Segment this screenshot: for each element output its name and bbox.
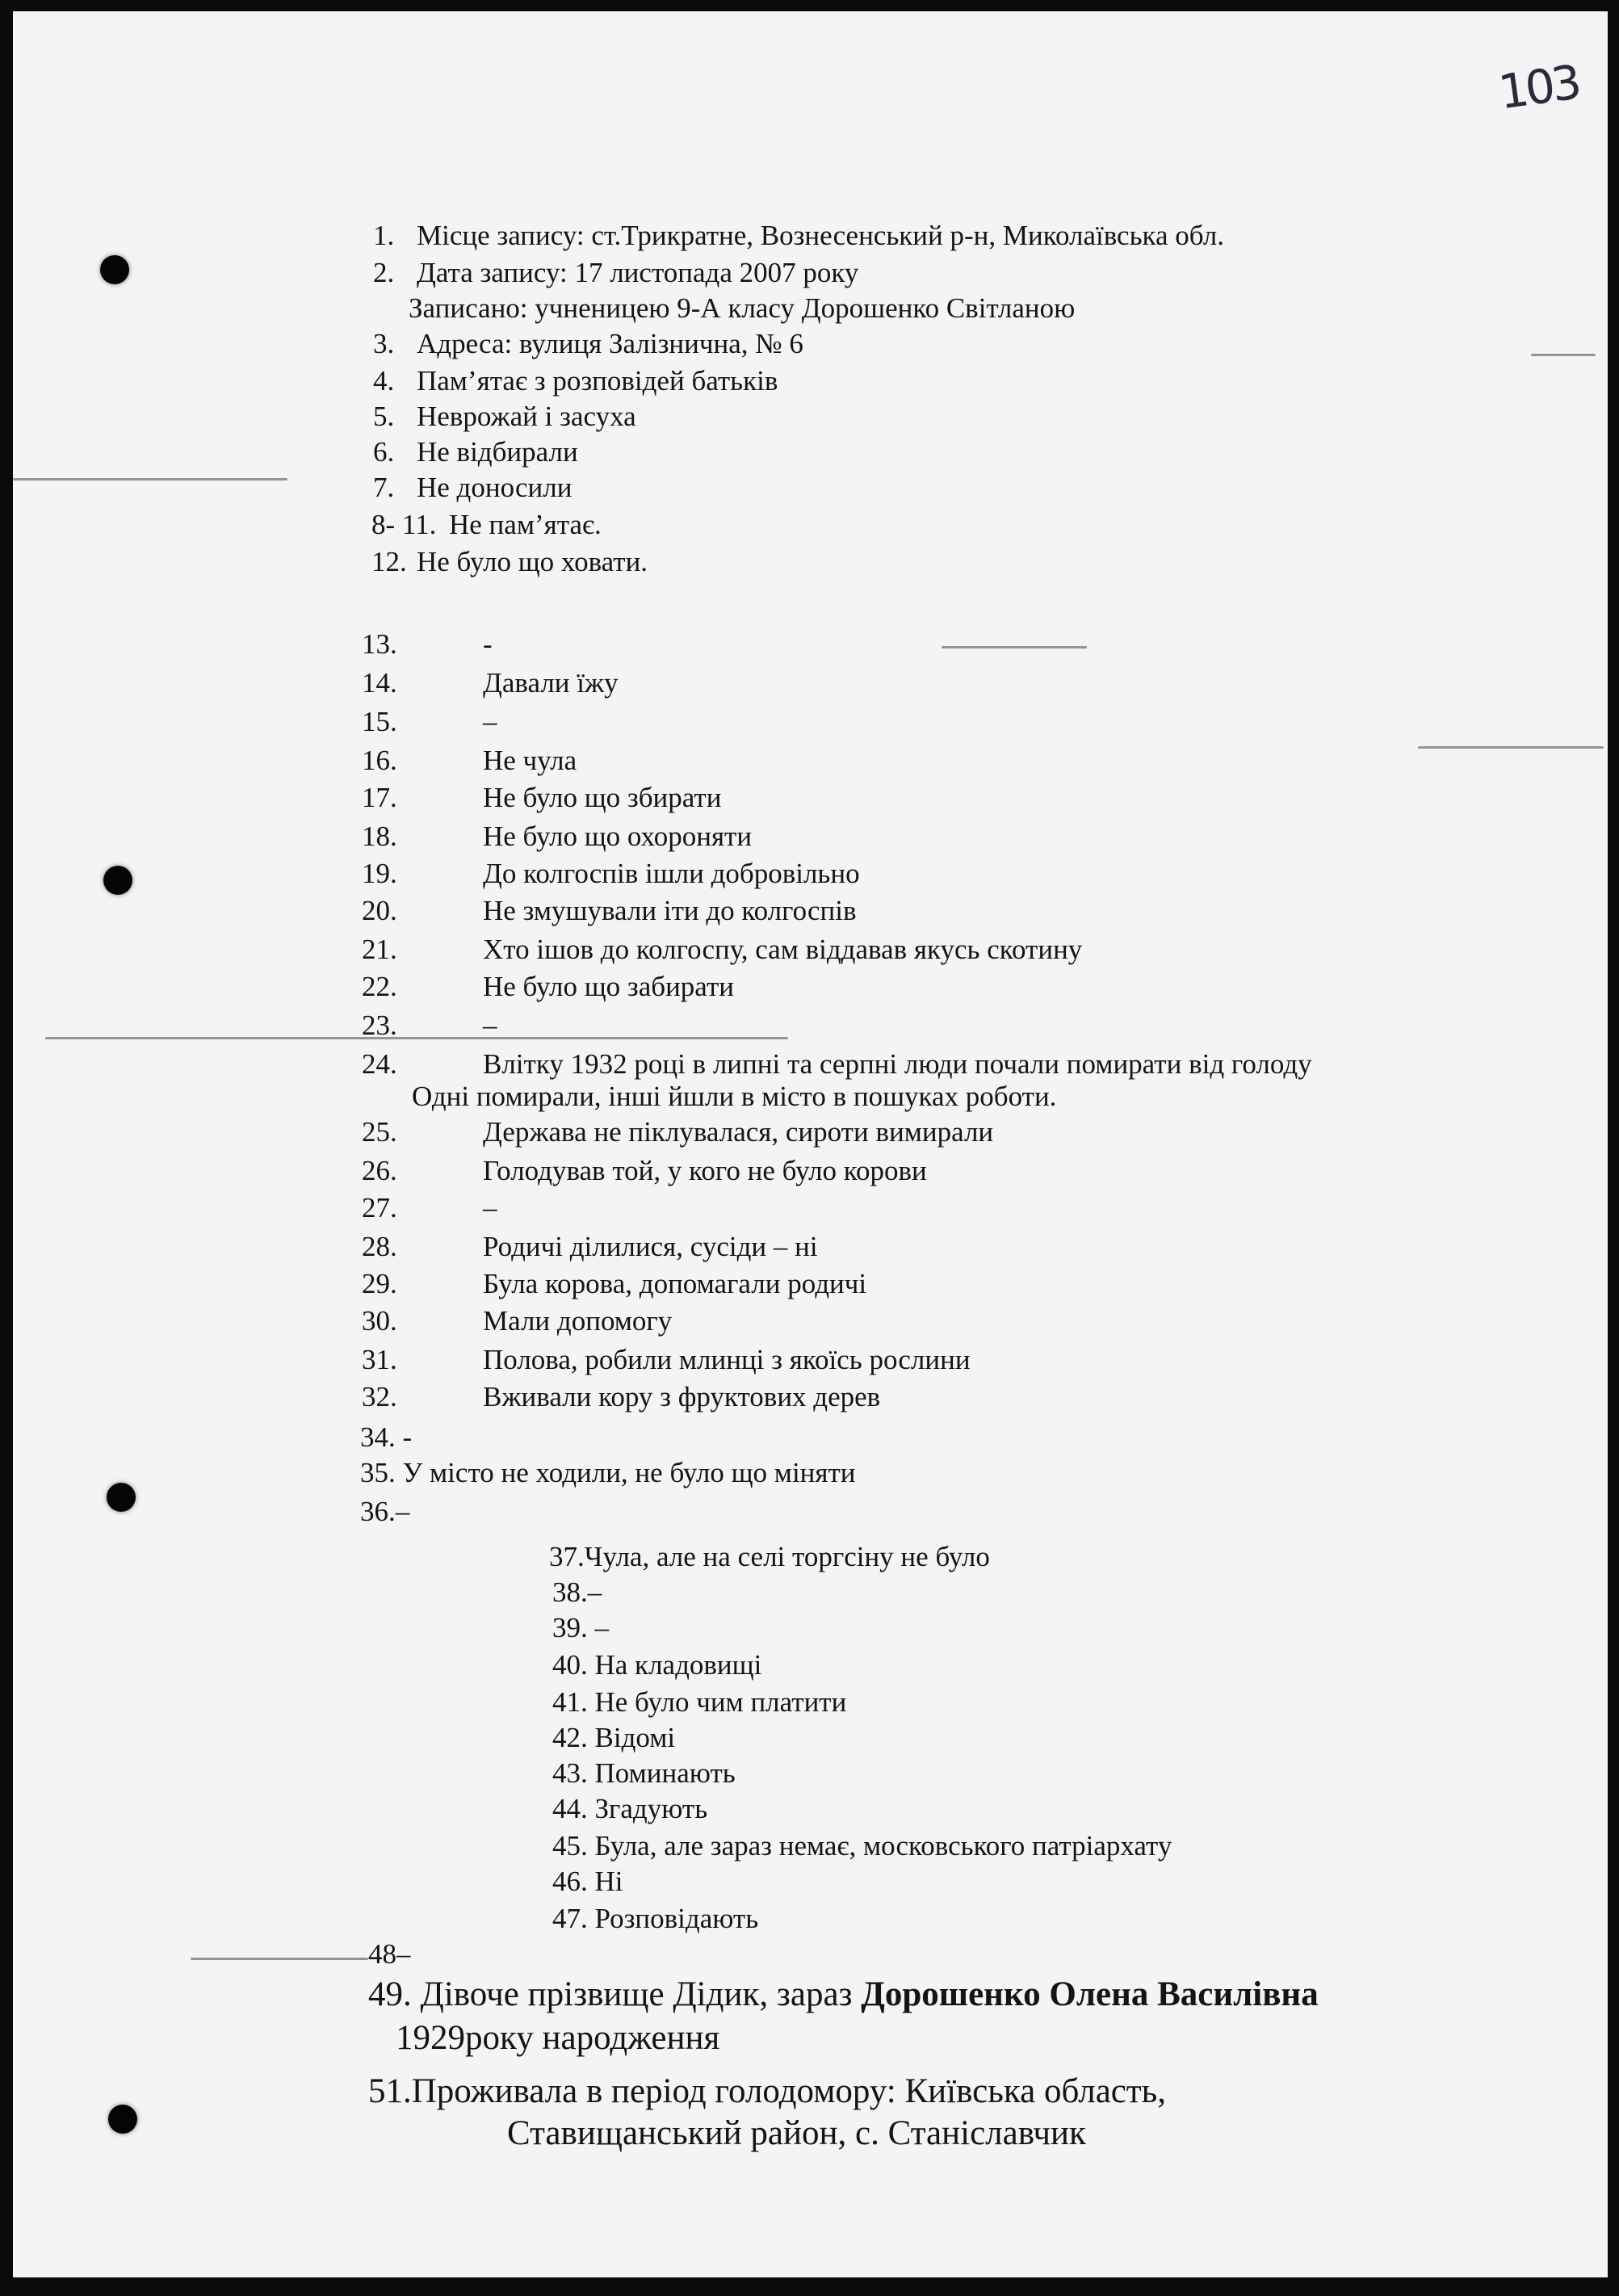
residence-line: Ставищанський район, с. Станіславчик [507,2114,1086,2152]
item-number: 18. [362,821,397,852]
item-text: – [483,1192,497,1224]
item-text: Не доносили [417,472,573,503]
item-number: 17. [362,782,397,813]
item-number: 15. [362,706,397,737]
scan-streak [45,1037,788,1039]
item-text: Держава не піклувалася, сироти вимирали [483,1116,994,1148]
item-text: Давали їжу [483,667,619,699]
item-number: 5. [373,401,395,432]
informant-current-name: Дорошенко Олена Василівна [861,1975,1319,2013]
scan-streak [191,1958,368,1960]
item-number: 12. [371,546,407,577]
item-number: 13. [362,628,397,660]
item-number: 8- 11. [371,509,437,540]
item-text: Хто ішов до колгоспу, сам віддавав якусь скотину [483,934,1083,965]
indented-answer-line: 40. На кладовищі [552,1649,762,1681]
item-number: 26. [362,1155,397,1186]
punch-hole [107,1483,136,1512]
item-text: Дата запису: 17 листопада 2007 року [417,257,859,288]
item-text: – [483,706,497,737]
scan-streak [1531,354,1596,356]
item-number: 4. [373,365,395,397]
item-text: Родичі ділилися, сусіди – ні [483,1231,818,1262]
indented-answer-line: 38.– [552,1576,602,1608]
item-text: Одні помирали, інші йшли в місто в пошуках роботи. [412,1081,1057,1112]
indented-answer-line: 43. Поминають [552,1757,736,1789]
item-text: Вживали кору з фруктових дерев [483,1381,881,1412]
item-number: 31. [362,1344,397,1375]
item-text: Не змушували іти до колгоспів [483,895,857,926]
item-text: – [483,1009,497,1041]
item-text: Записано: учненицею 9-А класу Дорошенко Світланою [409,292,1076,324]
scan-streak [942,646,1087,649]
item-text: Не було що збирати [483,782,722,813]
item-number: 30. [362,1305,397,1337]
birth-year-line: 1929року народження [396,2019,720,2057]
item-number: 24. [362,1048,397,1080]
indented-answer-line: 46. Ні [552,1866,623,1897]
item-text: Мали допомогу [483,1305,673,1337]
item-text: Пам’ятає з розповідей батьків [417,365,778,397]
indented-answer-line: 37.Чула, але на селі торгсіну не було [549,1541,990,1572]
item-number: 20. [362,895,397,926]
answer-line: 48– [368,1938,411,1970]
item-text: Полова, робили млинці з якоїсь рослини [483,1344,971,1375]
indented-answer-line: 47. Розповідають [552,1903,759,1934]
item-text: Не чула [483,745,577,776]
punch-hole [103,866,132,895]
item-number: 16. [362,745,397,776]
item-text: Не було що забирати [483,971,734,1002]
item-number: 29. [362,1268,397,1299]
punch-hole [108,2105,137,2134]
item-text: Не було що охороняти [483,821,753,852]
answer-line: 34. - [360,1421,413,1453]
answer-line: 35. У місто не ходили, не було що міняти [360,1457,856,1488]
item-number: 1. [373,220,395,251]
residence-line: 51.Проживала в період голодомору: Київська область, [368,2072,1167,2110]
item-number: 28. [362,1231,397,1262]
item-number: 2. [373,257,395,288]
item-number: 14. [362,667,397,699]
informant-maiden-name: 49. Дівоче прізвище Дідик, зараз [368,1975,862,2013]
item-text: Неврожай і засуха [417,401,636,432]
item-number: 32. [362,1381,397,1412]
item-text: Адреса: вулиця Залізнична, № 6 [417,328,803,359]
answer-line: 36.– [360,1496,410,1527]
scan-streak [13,478,287,481]
item-number: 25. [362,1116,397,1148]
item-text: Не відбирали [417,436,578,468]
item-number: 7. [373,472,395,503]
item-number: 21. [362,934,397,965]
item-text: Не було що ховати. [417,546,648,577]
page-number: 103 [1495,54,1582,120]
document-page [13,11,1608,2277]
item-text: Голодував той, у кого не було корови [483,1155,927,1186]
item-text: - [483,628,493,660]
indented-answer-line: 42. Відомі [552,1722,676,1753]
indented-answer-line: 45. Була, але зараз немає, московського патріархату [552,1830,1172,1862]
item-number: 6. [373,436,395,468]
item-text: Була корова, допомагали родичі [483,1268,867,1299]
item-text: До колгоспів ішли добровільно [483,858,860,889]
informant-name-line [368,1977,1319,2012]
item-number: 3. [373,328,395,359]
item-text: Влітку 1932 році в липні та серпні люди почали помирати від голоду [483,1048,1312,1080]
indented-answer-line: 41. Не було чим платити [552,1686,847,1718]
item-number: 22. [362,971,397,1002]
item-number: 19. [362,858,397,889]
indented-answer-line: 44. Згадують [552,1793,708,1824]
indented-answer-line: 39. – [552,1612,609,1643]
item-text: Не пам’ятає. [449,509,602,540]
item-number: 23. [362,1009,397,1041]
item-number: 27. [362,1192,397,1224]
scan-streak [1418,746,1604,749]
punch-hole [100,255,129,284]
item-text: Місце запису: ст.Трикратне, Вознесенський р-н, Миколаївська обл. [417,220,1224,251]
